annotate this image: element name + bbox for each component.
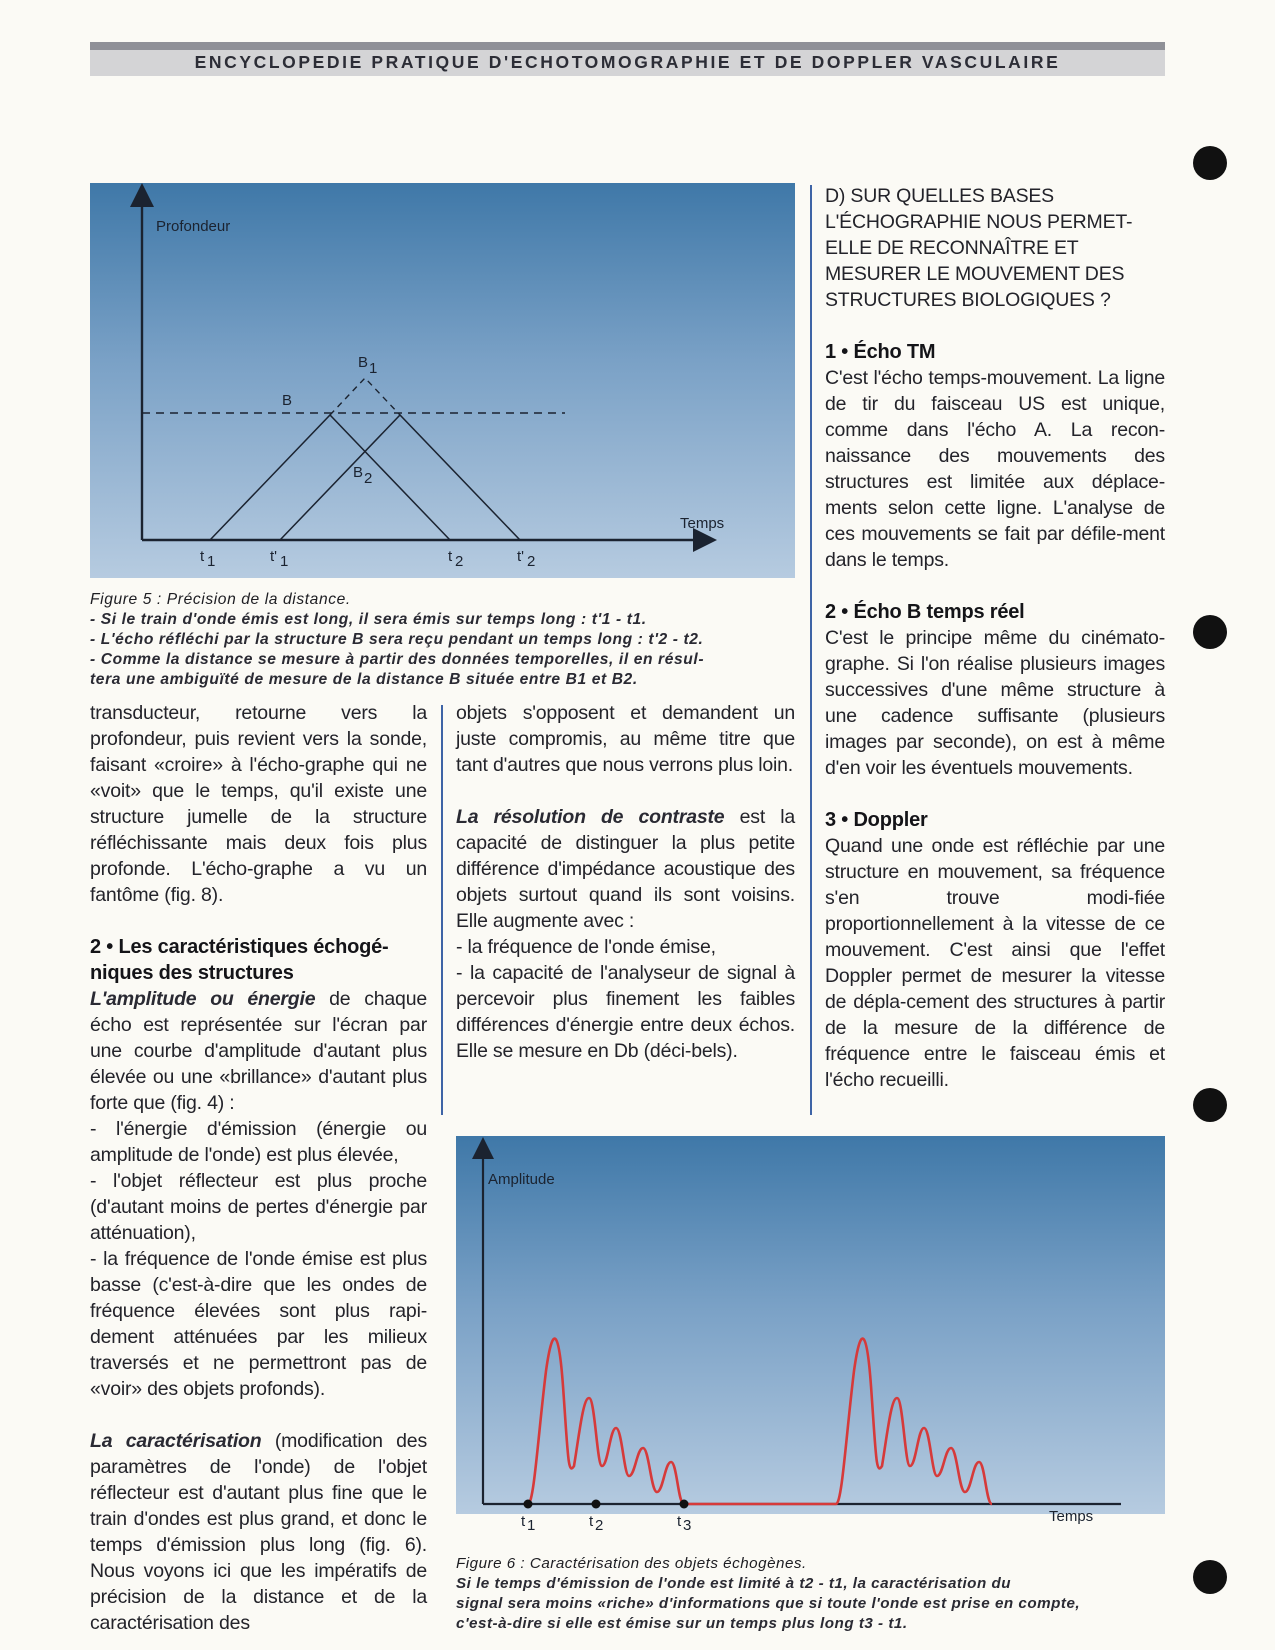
echo-signal-curve [528, 1339, 992, 1504]
running-header-title: ENCYCLOPEDIE PRATIQUE D'ECHOTOMOGRAPHIE ET DE DOPPLER VASCULAIRE [194, 52, 1061, 72]
column-rule-1 [441, 705, 443, 1115]
column-rule-2 [810, 185, 812, 1115]
col2-paragraph-1: objets s'opposent et demandent un juste compromis, au même titre que tant d'autres que nous verrons plus loin. [456, 702, 795, 776]
figure-5-caption-line: tera une ambiguïté de mesure de la distance B située entre B1 et B2. [90, 671, 638, 688]
tick-t1-sub: 1 [207, 553, 216, 570]
punch-hole-2 [1193, 615, 1227, 649]
figure-6-svg [456, 1136, 1165, 1534]
punch-hole-3 [1193, 1088, 1227, 1122]
tick-t3-sub: 3 [683, 1517, 692, 1534]
col1-paragraph-2 [90, 986, 427, 1116]
list-item: - la fréquence de l'onde émise est plus basse (c'est-à-dire que les ondes de fréquence élevées sont plus rapi-dement atténuées par les milieux traversés et ne permettront pas de «voir» des objets profonds). [90, 1248, 427, 1400]
figure-6-caption-line: c'est-à-dire si elle est émise sur un temps plus long t3 - t1. [456, 1615, 908, 1632]
point-t2 [592, 1500, 601, 1509]
running-header [90, 42, 1165, 76]
col3-paragraph-3: Quand une onde est réfléchie par une structure en mouvement, sa fréquence s'en trouve modi-fiée proportionnellement à la vitesse de ce mouvement. C'est ainsi que l'effet Doppler permet de mesurer la vitesse de dépla-cement des structures à partir de la mesure de la différence de fréquence entre le faisceau émis et l'écho recueilli. [825, 835, 1165, 1091]
y-axis-label: Profondeur [156, 218, 231, 235]
col3-heading-3: 3 • Doppler [825, 809, 928, 831]
column-3 [825, 183, 1165, 1093]
figure-5-caption-line: - Si le train d'onde émis est long, il sera émis sur temps long : t'1 - t1. [90, 611, 647, 628]
col1-p2-lead: L'amplitude ou énergie [90, 988, 316, 1010]
tick-t1: t [200, 548, 205, 565]
label-b2: B [353, 464, 364, 481]
tick-t3: t [677, 1513, 682, 1530]
col3-section-heading: D) SUR QUELLES BASES L'ÉCHOGRAPHIE NOUS PERMET-ELLE DE RECONNAÎTRE ET MESURER LE MOUVEMENT DES STRUCTURES BIOLOGIQUES ? [825, 185, 1133, 311]
label-b2-sub: 2 [364, 470, 373, 487]
list-item: - l'énergie d'émission (énergie ou amplitude de l'onde) est plus élevée, [90, 1118, 427, 1166]
list-item: - la fréquence de l'onde émise, [456, 936, 716, 958]
figure-5-caption-line: Figure 5 : Précision de la distance. [90, 591, 351, 608]
list-item: - la capacité de l'analyseur de signal à percevoir plus finement les faibles différences d'énergie entre deux échos. Elle se mesure en Db (déci-bels). [456, 962, 795, 1062]
column-2 [456, 700, 795, 1064]
col1-p2-body: de chaque écho est représentée sur l'écran par une courbe d'amplitude d'autant plus élevée ou une «brillance» d'autant plus forte que (fig. 4) : [90, 988, 427, 1114]
tick-t1p: t' [270, 548, 278, 565]
time-axis-label: Temps [1049, 1508, 1094, 1525]
col3-heading-1: 1 • Écho TM [825, 341, 936, 363]
col2-p2-body: est la capacité de distinguer la plus petite différence d'impédance acoustique des objets surtout quand ils sont voisins. Elle augmente avec : [456, 806, 795, 932]
point-t1 [524, 1500, 533, 1509]
punch-hole-1 [1193, 146, 1227, 180]
wave-path-2 [280, 415, 520, 540]
x-axis-label: Temps [680, 515, 725, 532]
label-b1-sub: 1 [369, 360, 378, 377]
col3-paragraph-1: C'est l'écho temps-mouvement. La ligne de tir du faisceau US est unique, comme dans l'écho A. La recon-naissance des mouvements des structures est limitée aux déplace-ments selon cette ligne. L'analyse de ces mouvements se fait par défile-ment dans le temps. [825, 367, 1165, 571]
list-item: - l'objet réflecteur est plus proche (d'autant moins de pertes d'énergie par atténuation), [90, 1170, 427, 1244]
col3-paragraph-2: C'est le principe même du cinémato-graphe. Si l'on réalise plusieurs images successives d'une même structure à une cadence suffisante (plusieurs images par seconde), on est à même d'en voir les éventuels mouvements. [825, 627, 1165, 779]
figure-6-caption [456, 1554, 1080, 1634]
col2-paragraph-2 [456, 804, 795, 934]
figure-5-caption-line: - L'écho réfléchi par la structure B sera reçu pendant un temps long : t'2 - t2. [90, 631, 704, 648]
figure-5-svg [90, 183, 795, 578]
tick-t2: t [448, 548, 453, 565]
label-b: B [282, 392, 293, 409]
figure-5-caption [90, 590, 704, 690]
figure-6-caption-line: Si le temps d'émission de l'onde est limité à t2 - t1, la caractérisation du [456, 1575, 1012, 1592]
tick-t2p-sub: 2 [527, 553, 536, 570]
tick-t1p-sub: 1 [280, 553, 289, 570]
col1-heading-2: 2 • Les caractéristiques échogé-niques des structures [90, 936, 389, 984]
figure-6-caption-line: signal sera moins «riche» d'informations que si toute l'onde est prise en compte, [456, 1595, 1081, 1612]
figure-5-distance-diagram [90, 183, 795, 578]
point-t3 [680, 1500, 689, 1509]
label-b1: B [358, 354, 369, 371]
figure-5-caption-line: - Comme la distance se mesure à partir des données temporelles, il en résul- [90, 651, 705, 668]
tick-t1: t [521, 1513, 526, 1530]
col1-list [90, 1116, 427, 1402]
amplitude-axis-label: Amplitude [488, 1171, 555, 1188]
tick-t2: t [589, 1513, 594, 1530]
col1-paragraph-3 [90, 1428, 427, 1636]
b1-dashed-apex [330, 378, 400, 415]
col1-paragraph-1: transducteur, retourne vers la profondeur, puis revient vers la sonde, faisant «croire» à l'écho-graphe qui ne «voit» que le temps, qu'il existe une structure jumelle de la structure réfléchissante mais deux fois plus profonde. L'écho-graphe a vu un fantôme (fig. 8). [90, 702, 427, 906]
wave-path-1 [210, 415, 450, 540]
col2-list [456, 934, 795, 1064]
col1-p3-lead: La caractérisation [90, 1430, 262, 1452]
col1-p3-body: (modification des paramètres de l'onde) de l'objet réflecteur est d'autant plus fine que le train d'ondes est plus grand, et donc le temps d'émission plus long (fig. 6). Nous voyons ici que les impératifs de précision de la distance et de la caractérisation des [90, 1430, 427, 1634]
tick-t2-sub: 2 [455, 553, 464, 570]
punch-hole-4 [1193, 1560, 1227, 1594]
tick-t1-sub: 1 [527, 1517, 536, 1534]
figure-6-amplitude-diagram [456, 1136, 1165, 1534]
figure-6-caption-line: Figure 6 : Caractérisation des objets échogènes. [456, 1555, 807, 1572]
col2-p2-lead: La résolution de contraste [456, 806, 725, 828]
col3-heading-2: 2 • Écho B temps réel [825, 601, 1025, 623]
column-1 [90, 700, 427, 1636]
tick-t2p: t' [517, 548, 525, 565]
tick-t2-sub: 2 [595, 1517, 604, 1534]
